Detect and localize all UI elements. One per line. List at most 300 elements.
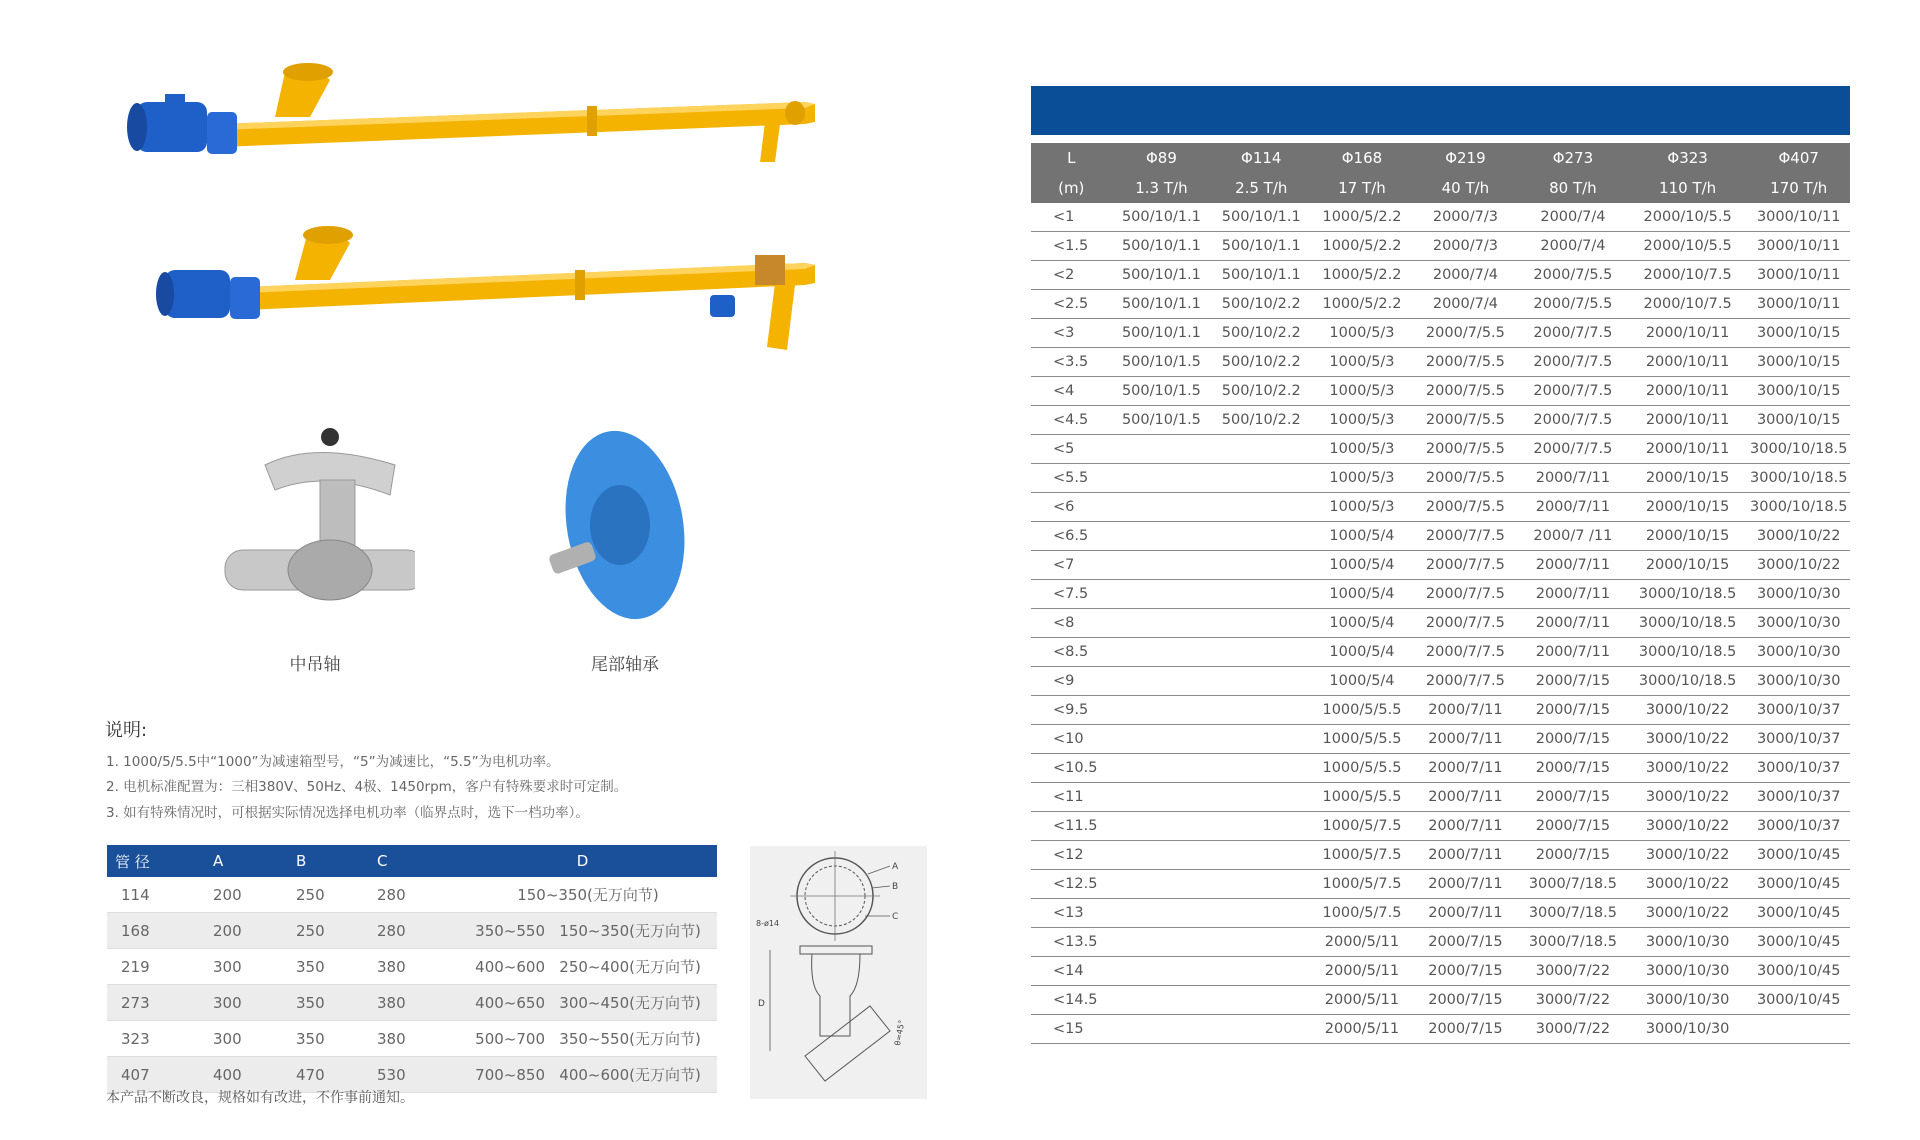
table-cell: 3000/10/37	[1747, 783, 1850, 812]
table-row	[107, 877, 717, 913]
table-cell: <7.5	[1031, 580, 1112, 609]
table-row	[1031, 261, 1850, 290]
screw-conveyor-image-top	[125, 62, 825, 182]
table-row	[1031, 203, 1850, 232]
table-cell: <3	[1031, 319, 1112, 348]
table-cell: 2000/7/7.5	[1413, 667, 1518, 696]
table-cell	[1112, 754, 1212, 783]
table-row	[1031, 377, 1850, 406]
table-cell: 2000/7/15	[1413, 957, 1518, 986]
table-cell: <8	[1031, 609, 1112, 638]
table-cell: 3000/10/18.5	[1628, 638, 1748, 667]
table-cell	[1112, 725, 1212, 754]
table-cell: 2000/7/11	[1518, 580, 1628, 609]
table-cell: 2000/10/11	[1628, 377, 1748, 406]
table-cell: 2000/7/7.5	[1518, 406, 1628, 435]
table-cell: 3000/10/11	[1747, 261, 1850, 290]
table-cell: 1000/5/2.2	[1311, 203, 1413, 232]
table-cell: 219	[107, 949, 201, 985]
header-cell: L	[1031, 143, 1112, 173]
table-cell: 500/10/1.1	[1211, 203, 1311, 232]
table-cell: 2000/7/5.5	[1413, 406, 1518, 435]
table-row	[1031, 1015, 1850, 1044]
table-cell: 2000/10/11	[1628, 406, 1748, 435]
label-a: A	[892, 862, 899, 872]
table-cell	[1211, 580, 1311, 609]
table-cell	[1112, 522, 1212, 551]
table-cell: 400~600 250~400(无万向节)	[448, 949, 717, 985]
table-cell: 3000/10/22	[1628, 696, 1748, 725]
table-cell: 3000/10/11	[1747, 232, 1850, 261]
table-row	[1031, 928, 1850, 957]
table-cell	[1112, 1015, 1212, 1044]
table-row	[1031, 493, 1850, 522]
table-cell	[1112, 870, 1212, 899]
table-cell: 1000/5/4	[1311, 638, 1413, 667]
table-cell: <6.5	[1031, 522, 1112, 551]
table-cell: 1000/5/3	[1311, 348, 1413, 377]
table-row	[107, 1021, 717, 1057]
table-cell: 3000/7/22	[1518, 986, 1628, 1015]
capacity-table	[1031, 143, 1850, 1044]
table-cell: 500/10/1.1	[1211, 232, 1311, 261]
table-cell: 3000/10/15	[1747, 406, 1850, 435]
table-cell: 1000/5/4	[1311, 580, 1413, 609]
table-cell: 2000/7/11	[1518, 609, 1628, 638]
table-cell	[1112, 580, 1212, 609]
table-cell: 3000/10/45	[1747, 899, 1850, 928]
table-header-row	[1031, 173, 1850, 203]
table-cell: 3000/10/15	[1747, 377, 1850, 406]
table-cell: 2000/10/15	[1628, 551, 1748, 580]
table-row	[107, 985, 717, 1021]
table-cell: 3000/10/22	[1628, 783, 1748, 812]
table-cell: 2000/7/15	[1518, 725, 1628, 754]
note-item: 3. 如有特殊情况时，可根据实际情况选择电机功率（临界点时，选下一档功率）。	[106, 805, 589, 821]
table-cell: 2000/7/5.5	[1413, 435, 1518, 464]
table-cell: 2000/7/3	[1413, 232, 1518, 261]
table-cell: 3000/10/30	[1747, 609, 1850, 638]
table-cell: 2000/7/5.5	[1518, 261, 1628, 290]
table-cell: <1.5	[1031, 232, 1112, 261]
screw-conveyor-image-bottom	[155, 225, 825, 355]
table-title-banner	[1031, 86, 1850, 135]
motor	[127, 94, 237, 154]
table-row	[1031, 870, 1850, 899]
table-row	[1031, 232, 1850, 261]
header-cell: 管 径	[107, 845, 201, 877]
table-cell: 2000/7/5.5	[1413, 493, 1518, 522]
table-cell: 2000/7/5.5	[1413, 348, 1518, 377]
table-cell: 2000/7/5.5	[1413, 377, 1518, 406]
table-cell: 350	[284, 949, 365, 985]
note-item: 1. 1000/5/5.5中“1000”为减速箱型号，“5”为减速比，“5.5”为电机功率。	[106, 754, 560, 770]
header-cell: B	[284, 845, 365, 877]
table-cell	[1112, 464, 1212, 493]
table-cell: 3000/10/37	[1747, 754, 1850, 783]
notes-title: 说明:	[105, 720, 148, 741]
table-cell: 1000/5/3	[1311, 377, 1413, 406]
table-cell: 2000/7/7.5	[1413, 638, 1518, 667]
table-cell	[1211, 609, 1311, 638]
header-cell: 40 T/h	[1413, 173, 1518, 203]
table-cell: 114	[107, 877, 201, 913]
table-cell: 2000/7 /11	[1518, 522, 1628, 551]
table-row	[107, 913, 717, 949]
table-cell	[1211, 522, 1311, 551]
table-row	[1031, 551, 1850, 580]
table-cell: 2000/10/11	[1628, 319, 1748, 348]
table-row	[1031, 841, 1850, 870]
table-cell: 1000/5/7.5	[1311, 841, 1413, 870]
table-cell: 380	[365, 985, 448, 1021]
table-cell: 2000/5/11	[1311, 957, 1413, 986]
table-cell: 168	[107, 913, 201, 949]
table-cell	[1211, 870, 1311, 899]
table-cell: 3000/10/37	[1747, 725, 1850, 754]
table-cell: 3000/10/18.5	[1628, 609, 1748, 638]
header-cell: A	[201, 845, 284, 877]
table-cell: 500/10/2.2	[1211, 377, 1311, 406]
table-cell: 2000/7/15	[1413, 1015, 1518, 1044]
table-cell	[1211, 667, 1311, 696]
table-cell: 2000/7/15	[1518, 754, 1628, 783]
header-cell: D	[448, 845, 717, 877]
table-cell: 3000/10/30	[1628, 928, 1748, 957]
table-row	[1031, 754, 1850, 783]
table-cell: 500/10/1.1	[1112, 319, 1212, 348]
table-cell: 300	[201, 949, 284, 985]
table-cell: 1000/5/7.5	[1311, 899, 1413, 928]
table-cell: 2000/10/11	[1628, 348, 1748, 377]
table-cell: 500/10/1.5	[1112, 348, 1212, 377]
table-cell: 3000/10/22	[1628, 899, 1748, 928]
table-cell: 1000/5/4	[1311, 609, 1413, 638]
table-cell: 1000/5/5.5	[1311, 725, 1413, 754]
table-cell: 150~350(无万向节)	[448, 877, 717, 913]
table-cell: 3000/10/45	[1747, 841, 1850, 870]
table-cell: 2000/7/3	[1413, 203, 1518, 232]
table-cell: 3000/10/22	[1628, 725, 1748, 754]
table-cell	[1211, 754, 1311, 783]
table-cell: 3000/10/11	[1747, 203, 1850, 232]
table-cell: 3000/7/22	[1518, 957, 1628, 986]
table-cell: 3000/10/22	[1628, 841, 1748, 870]
table-cell	[1747, 1015, 1850, 1044]
table-cell: 1000/5/2.2	[1311, 261, 1413, 290]
table-cell	[1112, 812, 1212, 841]
table-cell: <15	[1031, 1015, 1112, 1044]
table-cell: <10.5	[1031, 754, 1112, 783]
table-cell: 1000/5/7.5	[1311, 870, 1413, 899]
table-cell: 407	[107, 1057, 201, 1093]
table-header-row	[1031, 143, 1850, 173]
header-cell: 2.5 T/h	[1211, 173, 1311, 203]
table-cell: 500/10/2.2	[1211, 290, 1311, 319]
table-cell: 1000/5/4	[1311, 551, 1413, 580]
table-header-row	[107, 845, 717, 877]
table-cell	[1211, 783, 1311, 812]
table-cell: <6	[1031, 493, 1112, 522]
table-cell: <13	[1031, 899, 1112, 928]
table-cell: 2000/7/4	[1413, 290, 1518, 319]
table-cell	[1211, 493, 1311, 522]
table-cell: 3000/10/18.5	[1628, 580, 1748, 609]
table-cell: 3000/10/30	[1628, 986, 1748, 1015]
header-cell: 1.3 T/h	[1112, 173, 1212, 203]
table-cell: 3000/10/22	[1628, 870, 1748, 899]
hanger-bearing-image	[215, 425, 415, 620]
table-cell: 2000/7/11	[1518, 638, 1628, 667]
table-cell: 2000/10/5.5	[1628, 203, 1748, 232]
table-cell: 500/10/1.1	[1112, 290, 1212, 319]
table-cell: <12.5	[1031, 870, 1112, 899]
table-cell: 3000/10/15	[1747, 319, 1850, 348]
table-cell: 1000/5/3	[1311, 406, 1413, 435]
label-hole: 8-ø14	[756, 919, 780, 928]
table-cell	[1211, 551, 1311, 580]
table-row	[1031, 812, 1850, 841]
table-cell: 2000/7/15	[1518, 696, 1628, 725]
table-cell: 500~700 350~550(无万向节)	[448, 1021, 717, 1057]
table-cell: 2000/7/15	[1413, 928, 1518, 957]
table-cell	[1211, 986, 1311, 1015]
table-cell: 500/10/2.2	[1211, 319, 1311, 348]
table-cell: 3000/10/30	[1747, 667, 1850, 696]
table-cell: 500/10/1.1	[1112, 232, 1212, 261]
table-cell: 3000/10/45	[1747, 870, 1850, 899]
table-cell: <7	[1031, 551, 1112, 580]
table-cell	[1112, 783, 1212, 812]
table-cell: 3000/10/22	[1628, 754, 1748, 783]
table-cell	[1112, 551, 1212, 580]
table-cell: 380	[365, 1021, 448, 1057]
table-cell: 250	[284, 877, 365, 913]
table-cell: 700~850 400~600(无万向节)	[448, 1057, 717, 1093]
table-cell: 2000/7/5.5	[1518, 290, 1628, 319]
table-cell: 280	[365, 877, 448, 913]
label-angle: θ=45°	[893, 1019, 907, 1047]
table-cell: 2000/5/11	[1311, 986, 1413, 1015]
table-row	[1031, 957, 1850, 986]
table-cell: 500/10/2.2	[1211, 406, 1311, 435]
table-cell	[1112, 986, 1212, 1015]
dimension-table	[107, 845, 717, 1093]
table-cell	[1211, 464, 1311, 493]
table-row	[1031, 435, 1850, 464]
table-cell	[1211, 928, 1311, 957]
table-cell: <5.5	[1031, 464, 1112, 493]
table-row	[1031, 899, 1850, 928]
table-cell	[1112, 899, 1212, 928]
header-cell: 110 T/h	[1628, 173, 1748, 203]
hanger-bearing-caption: 中吊轴	[289, 655, 341, 675]
table-cell: 2000/7/7.5	[1413, 551, 1518, 580]
table-cell: 500/10/1.5	[1112, 406, 1212, 435]
table-cell: 2000/7/7.5	[1518, 435, 1628, 464]
table-cell: 2000/10/15	[1628, 464, 1748, 493]
table-cell: 380	[365, 949, 448, 985]
table-cell: 2000/7/7.5	[1413, 522, 1518, 551]
tail-bearing-image	[540, 430, 690, 630]
table-cell	[1211, 638, 1311, 667]
table-cell: 2000/7/7.5	[1413, 580, 1518, 609]
table-cell	[1211, 696, 1311, 725]
table-cell	[1112, 696, 1212, 725]
table-cell: 1000/5/2.2	[1311, 290, 1413, 319]
table-cell: 1000/5/5.5	[1311, 696, 1413, 725]
table-cell: 200	[201, 877, 284, 913]
table-cell	[1112, 609, 1212, 638]
table-cell: <2.5	[1031, 290, 1112, 319]
table-cell	[1211, 812, 1311, 841]
table-cell: 1000/5/5.5	[1311, 783, 1413, 812]
table-row	[1031, 290, 1850, 319]
footnote: 本产品不断改良，规格如有改进，不作事前通知。	[106, 1090, 414, 1106]
table-cell: 2000/7/11	[1413, 841, 1518, 870]
table-cell: 2000/7/4	[1518, 203, 1628, 232]
table-cell: 500/10/2.2	[1211, 348, 1311, 377]
header-cell: Φ323	[1628, 143, 1748, 173]
table-cell: 400~650 300~450(无万向节)	[448, 985, 717, 1021]
table-cell: <11.5	[1031, 812, 1112, 841]
table-row	[1031, 667, 1850, 696]
header-cell: Φ407	[1747, 143, 1850, 173]
header-cell: C	[365, 845, 448, 877]
table-cell: 3000/10/22	[1747, 522, 1850, 551]
table-cell	[1211, 435, 1311, 464]
table-row	[1031, 638, 1850, 667]
table-cell: 280	[365, 913, 448, 949]
table-cell: 400	[201, 1057, 284, 1093]
table-cell: 530	[365, 1057, 448, 1093]
header-cell: 17 T/h	[1311, 173, 1413, 203]
label-b: B	[892, 882, 899, 892]
table-cell: 470	[284, 1057, 365, 1093]
table-cell: 2000/7/11	[1518, 551, 1628, 580]
table-cell: 2000/7/7.5	[1413, 609, 1518, 638]
table-row	[1031, 522, 1850, 551]
table-cell: 3000/7/18.5	[1518, 870, 1628, 899]
table-cell: 1000/5/3	[1311, 464, 1413, 493]
table-cell: 2000/10/5.5	[1628, 232, 1748, 261]
table-cell: 3000/10/22	[1747, 551, 1850, 580]
table-cell	[1211, 725, 1311, 754]
table-cell: <14.5	[1031, 986, 1112, 1015]
table-cell: 2000/7/11	[1518, 493, 1628, 522]
table-cell: <2	[1031, 261, 1112, 290]
table-cell: <9.5	[1031, 696, 1112, 725]
table-cell: 3000/10/18.5	[1747, 493, 1850, 522]
header-cell: 170 T/h	[1747, 173, 1850, 203]
table-cell: 2000/10/15	[1628, 493, 1748, 522]
table-cell: <8.5	[1031, 638, 1112, 667]
table-cell: 3000/10/18.5	[1628, 667, 1748, 696]
table-cell: 2000/5/11	[1311, 928, 1413, 957]
table-cell: 2000/7/5.5	[1413, 464, 1518, 493]
table-cell	[1112, 667, 1212, 696]
table-cell: 250	[284, 913, 365, 949]
table-cell: 300	[201, 1021, 284, 1057]
table-cell: <11	[1031, 783, 1112, 812]
table-cell: 2000/7/11	[1413, 696, 1518, 725]
table-cell: <1	[1031, 203, 1112, 232]
table-cell	[1211, 957, 1311, 986]
table-cell: 500/10/1.1	[1112, 203, 1212, 232]
table-cell: 1000/5/4	[1311, 522, 1413, 551]
table-cell	[1211, 841, 1311, 870]
table-cell: 3000/10/30	[1747, 638, 1850, 667]
table-cell: 200	[201, 913, 284, 949]
table-cell: <5	[1031, 435, 1112, 464]
table-row	[1031, 609, 1850, 638]
table-cell: 2000/10/11	[1628, 435, 1748, 464]
table-cell: 500/10/1.1	[1211, 261, 1311, 290]
header-cell: Φ89	[1112, 143, 1212, 173]
table-cell	[1112, 928, 1212, 957]
table-cell: 1000/5/5.5	[1311, 754, 1413, 783]
table-cell: 1000/5/7.5	[1311, 812, 1413, 841]
conveyor-tube	[220, 63, 815, 162]
header-cell: Φ114	[1211, 143, 1311, 173]
table-cell: 3000/10/37	[1747, 696, 1850, 725]
table-cell: <14	[1031, 957, 1112, 986]
table-cell: 3000/7/18.5	[1518, 899, 1628, 928]
table-cell: 3000/7/18.5	[1518, 928, 1628, 957]
table-cell: 3000/10/30	[1747, 580, 1850, 609]
table-cell: 3000/10/18.5	[1747, 464, 1850, 493]
table-cell: <13.5	[1031, 928, 1112, 957]
table-cell: 1000/5/4	[1311, 667, 1413, 696]
table-cell: 2000/7/11	[1518, 464, 1628, 493]
table-cell: 3000/7/22	[1518, 1015, 1628, 1044]
table-cell: 3000/10/45	[1747, 928, 1850, 957]
table-cell: 2000/7/11	[1413, 725, 1518, 754]
table-cell: 1000/5/3	[1311, 493, 1413, 522]
table-cell: 3000/10/22	[1628, 812, 1748, 841]
table-cell: 1000/5/3	[1311, 435, 1413, 464]
table-cell: 3000/10/11	[1747, 290, 1850, 319]
table-cell: 3000/10/45	[1747, 986, 1850, 1015]
table-cell: <3.5	[1031, 348, 1112, 377]
table-cell: 2000/7/15	[1518, 783, 1628, 812]
table-cell	[1211, 899, 1311, 928]
table-cell: 2000/7/11	[1413, 899, 1518, 928]
table-cell: 2000/5/11	[1311, 1015, 1413, 1044]
table-row	[1031, 580, 1850, 609]
table-cell: 2000/7/5.5	[1413, 319, 1518, 348]
header-cell: Φ168	[1311, 143, 1413, 173]
table-cell	[1112, 638, 1212, 667]
table-cell: 3000/10/45	[1747, 957, 1850, 986]
table-cell: <10	[1031, 725, 1112, 754]
table-cell: 500/10/1.1	[1112, 261, 1212, 290]
table-cell	[1211, 1015, 1311, 1044]
table-cell: <4	[1031, 377, 1112, 406]
table-row	[1031, 725, 1850, 754]
label-d: D	[758, 999, 765, 1009]
table-cell: 323	[107, 1021, 201, 1057]
table-cell: 300	[201, 985, 284, 1021]
table-row	[1031, 406, 1850, 435]
tail-bearing-caption: 尾部轴承	[591, 655, 659, 675]
table-cell: 273	[107, 985, 201, 1021]
table-cell: 2000/10/7.5	[1628, 290, 1748, 319]
table-cell: <9	[1031, 667, 1112, 696]
header-cell: (m)	[1031, 173, 1112, 203]
header-cell: 80 T/h	[1518, 173, 1628, 203]
table-cell: 2000/7/11	[1413, 812, 1518, 841]
